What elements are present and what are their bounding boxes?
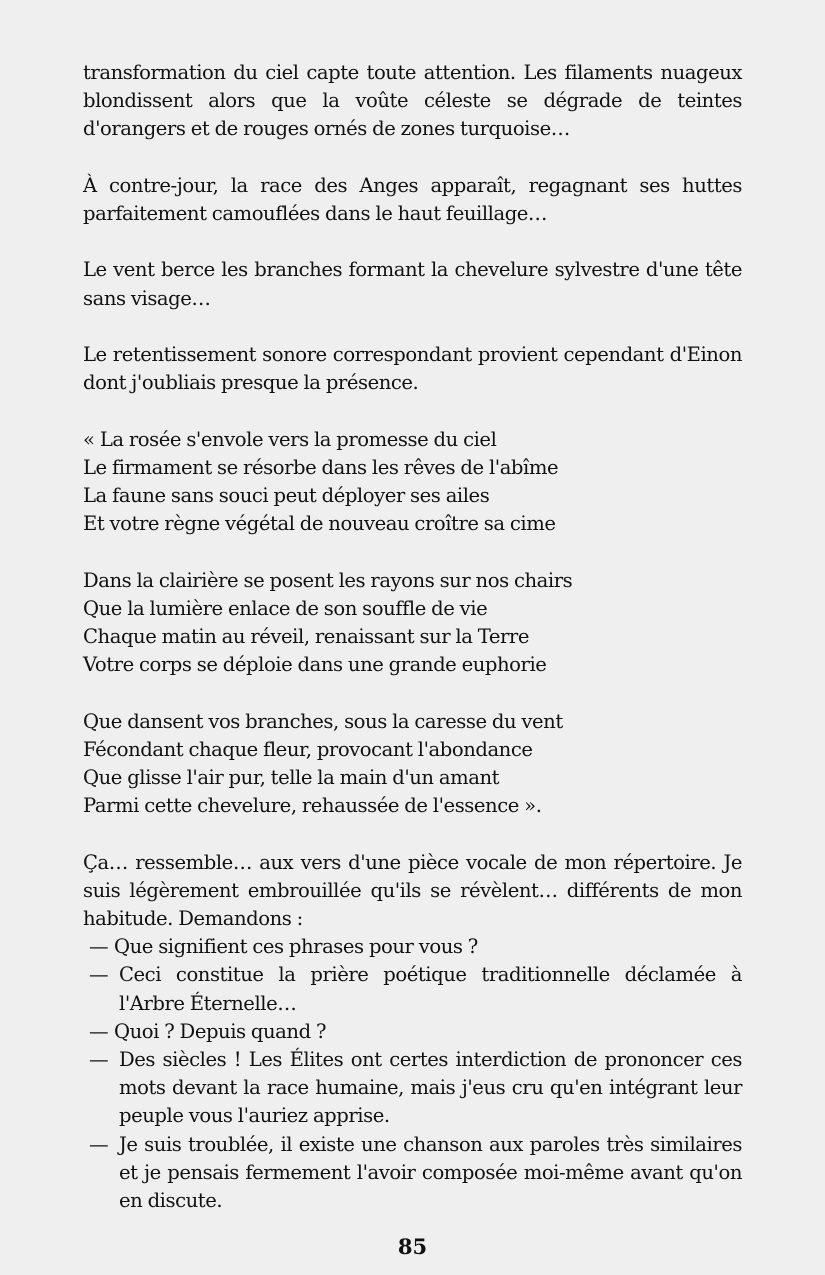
paragraph: À contre-jour, la race des Anges apparaît, regagnant ses huttes parfaitement camouflées dans le haut feuillage…	[83, 173, 742, 225]
page-number: 85	[397, 1234, 428, 1259]
poem-verse: « La rosée s'envole vers la promesse du ciel	[83, 427, 497, 451]
poem-verse: Et votre règne végétal de nouveau croître sa cime	[83, 512, 556, 536]
dialogue-text: Des siècles ! Les Élites ont certes interdiction de prononcer ces mots devant la race humaine, mais j'eus cru qu'en intégrant leur peuple vous l'auriez apprise.	[119, 1048, 742, 1128]
dialogue-line	[83, 961, 742, 1017]
poem-verse: Votre corps se déploie dans une grande euphorie	[83, 653, 547, 677]
dialogue-text: Ceci constitue la prière poétique traditionnelle déclamée à l'Arbre Éternelle…	[119, 963, 742, 1015]
paragraph: transformation du ciel capte toute attention. Les filaments nuageux blondissent alors que la voûte céleste se dégrade de teintes d'orangers et de rouges ornés de zones turquoise…	[83, 61, 742, 141]
page-body	[83, 59, 742, 1215]
dialogue-dash: —	[89, 1132, 109, 1156]
paragraph: Le retentissement sonore correspondant provient cependant d'Einon dont j'oubliais presque la présence.	[83, 342, 742, 395]
poem-stanza-2	[83, 567, 742, 680]
dialogue-text: Je suis troublée, il existe une chanson aux paroles très similaires et je pensais fermement l'avoir composée moi-même avant qu'on en discute.	[119, 1132, 742, 1213]
dialogue-dash: —	[89, 1019, 109, 1043]
poem-verse: Que glisse l'air pur, telle la main d'un amant	[83, 765, 500, 789]
poem-verse: Fécondant chaque fleur, provocant l'abondance	[83, 737, 533, 761]
poem-verse: Dans la clairière se posent les rayons sur nos chairs	[83, 568, 573, 592]
dialogue-line	[83, 1131, 742, 1216]
dialogue-dash: —	[89, 963, 109, 987]
closing-paragraph: Ça… ressemble… aux vers d'une pièce vocale de mon répertoire. Je suis légèrement embrouillée qu'ils se révèlent… différents de mon habitude. Demandons :	[83, 850, 742, 930]
poem-verse: Que dansent vos branches, sous la caresse du vent	[83, 709, 563, 733]
dialogue-dash: —	[89, 935, 109, 959]
poem-verse: Que la lumière enlace de son souffle de vie	[83, 596, 488, 620]
paragraph: Le vent berce les branches formant la chevelure sylvestre d'une tête sans visage…	[83, 258, 742, 310]
dialogue-line	[83, 1046, 742, 1131]
poem-verse: La faune sans souci peut déployer ses ailes	[83, 483, 490, 507]
dialogue-line	[83, 933, 742, 961]
poem-stanza-1	[83, 426, 742, 539]
dialogue-text: Que signifient ces phrases pour vous ?	[114, 935, 478, 959]
dialogue-text: Quoi ? Depuis quand ?	[114, 1019, 327, 1043]
dialogue	[83, 933, 742, 1215]
poem-verse: Le firmament se résorbe dans les rêves de l'abîme	[83, 455, 559, 479]
dialogue-line	[83, 1018, 742, 1046]
poem-verse: Parmi cette chevelure, rehaussée de l'essence ».	[83, 794, 542, 818]
poem-verse: Chaque matin au réveil, renaissant sur la Terre	[83, 624, 529, 648]
dialogue-dash: —	[89, 1048, 109, 1071]
poem-stanza-3	[83, 708, 742, 821]
